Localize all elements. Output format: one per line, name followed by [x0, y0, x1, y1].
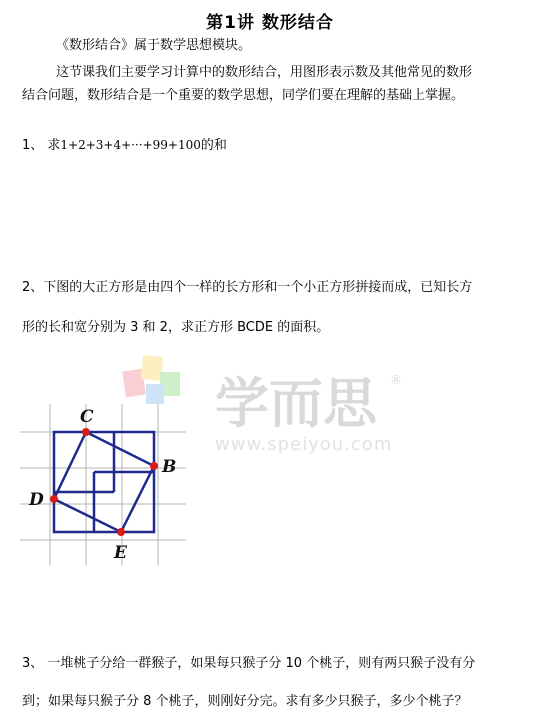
question-3-line-1: 3、 一堆桃子分给一群猴子，如果每只猴子分 10 个桃子，则有两只猴子没有分: [22, 656, 476, 671]
intro-line-1: 《数形结合》属于数学思想模块。: [56, 38, 252, 53]
figure-lines: [54, 432, 154, 532]
point-b: [150, 462, 158, 470]
figure-points: [50, 428, 158, 536]
point-c: [82, 428, 90, 436]
question-1: [22, 134, 227, 153]
square-figure: [20, 398, 190, 568]
label-c: C: [80, 407, 94, 427]
watermark-registered: ®: [390, 373, 402, 387]
intro-line-3: 结合问题，数形结合是一个重要的数学思想，同学们要在理解的基础上掌握。: [22, 88, 465, 103]
question-2-line-1: 2、下图的大正方形是由四个一样的长方形和一个小正方形拼接而成，已知长方: [22, 280, 473, 295]
watermark-logo-icon: [122, 355, 180, 404]
intro-line-2: 这节课我们主要学习计算中的数形结合，用图形表示数及其他常见的数形: [56, 65, 473, 80]
page-title: 第1讲 数形结合: [206, 13, 334, 33]
label-d: D: [29, 490, 44, 510]
question-1-formula: 1+2+3+4+···+99+100: [60, 138, 201, 152]
watermark-brand: 学而思: [215, 372, 377, 435]
label-e: E: [114, 543, 127, 563]
point-d: [50, 495, 58, 503]
figure-grid: [20, 404, 186, 566]
question-1-suffix: 的和: [200, 138, 227, 153]
point-e: [117, 528, 125, 536]
watermark-url: www.speiyou.com: [215, 434, 393, 455]
question-2-line-2: 形的长和宽分别为 3 和 2，求正方形 BCDE 的面积。: [22, 320, 330, 335]
label-b: B: [162, 457, 177, 477]
question-3-line-2: 到；如果每只猴子分 8 个桃子，则刚好分完。求有多少只猴子，多少个桃子？: [22, 694, 468, 709]
question-1-prefix: 1、 求: [22, 138, 61, 153]
